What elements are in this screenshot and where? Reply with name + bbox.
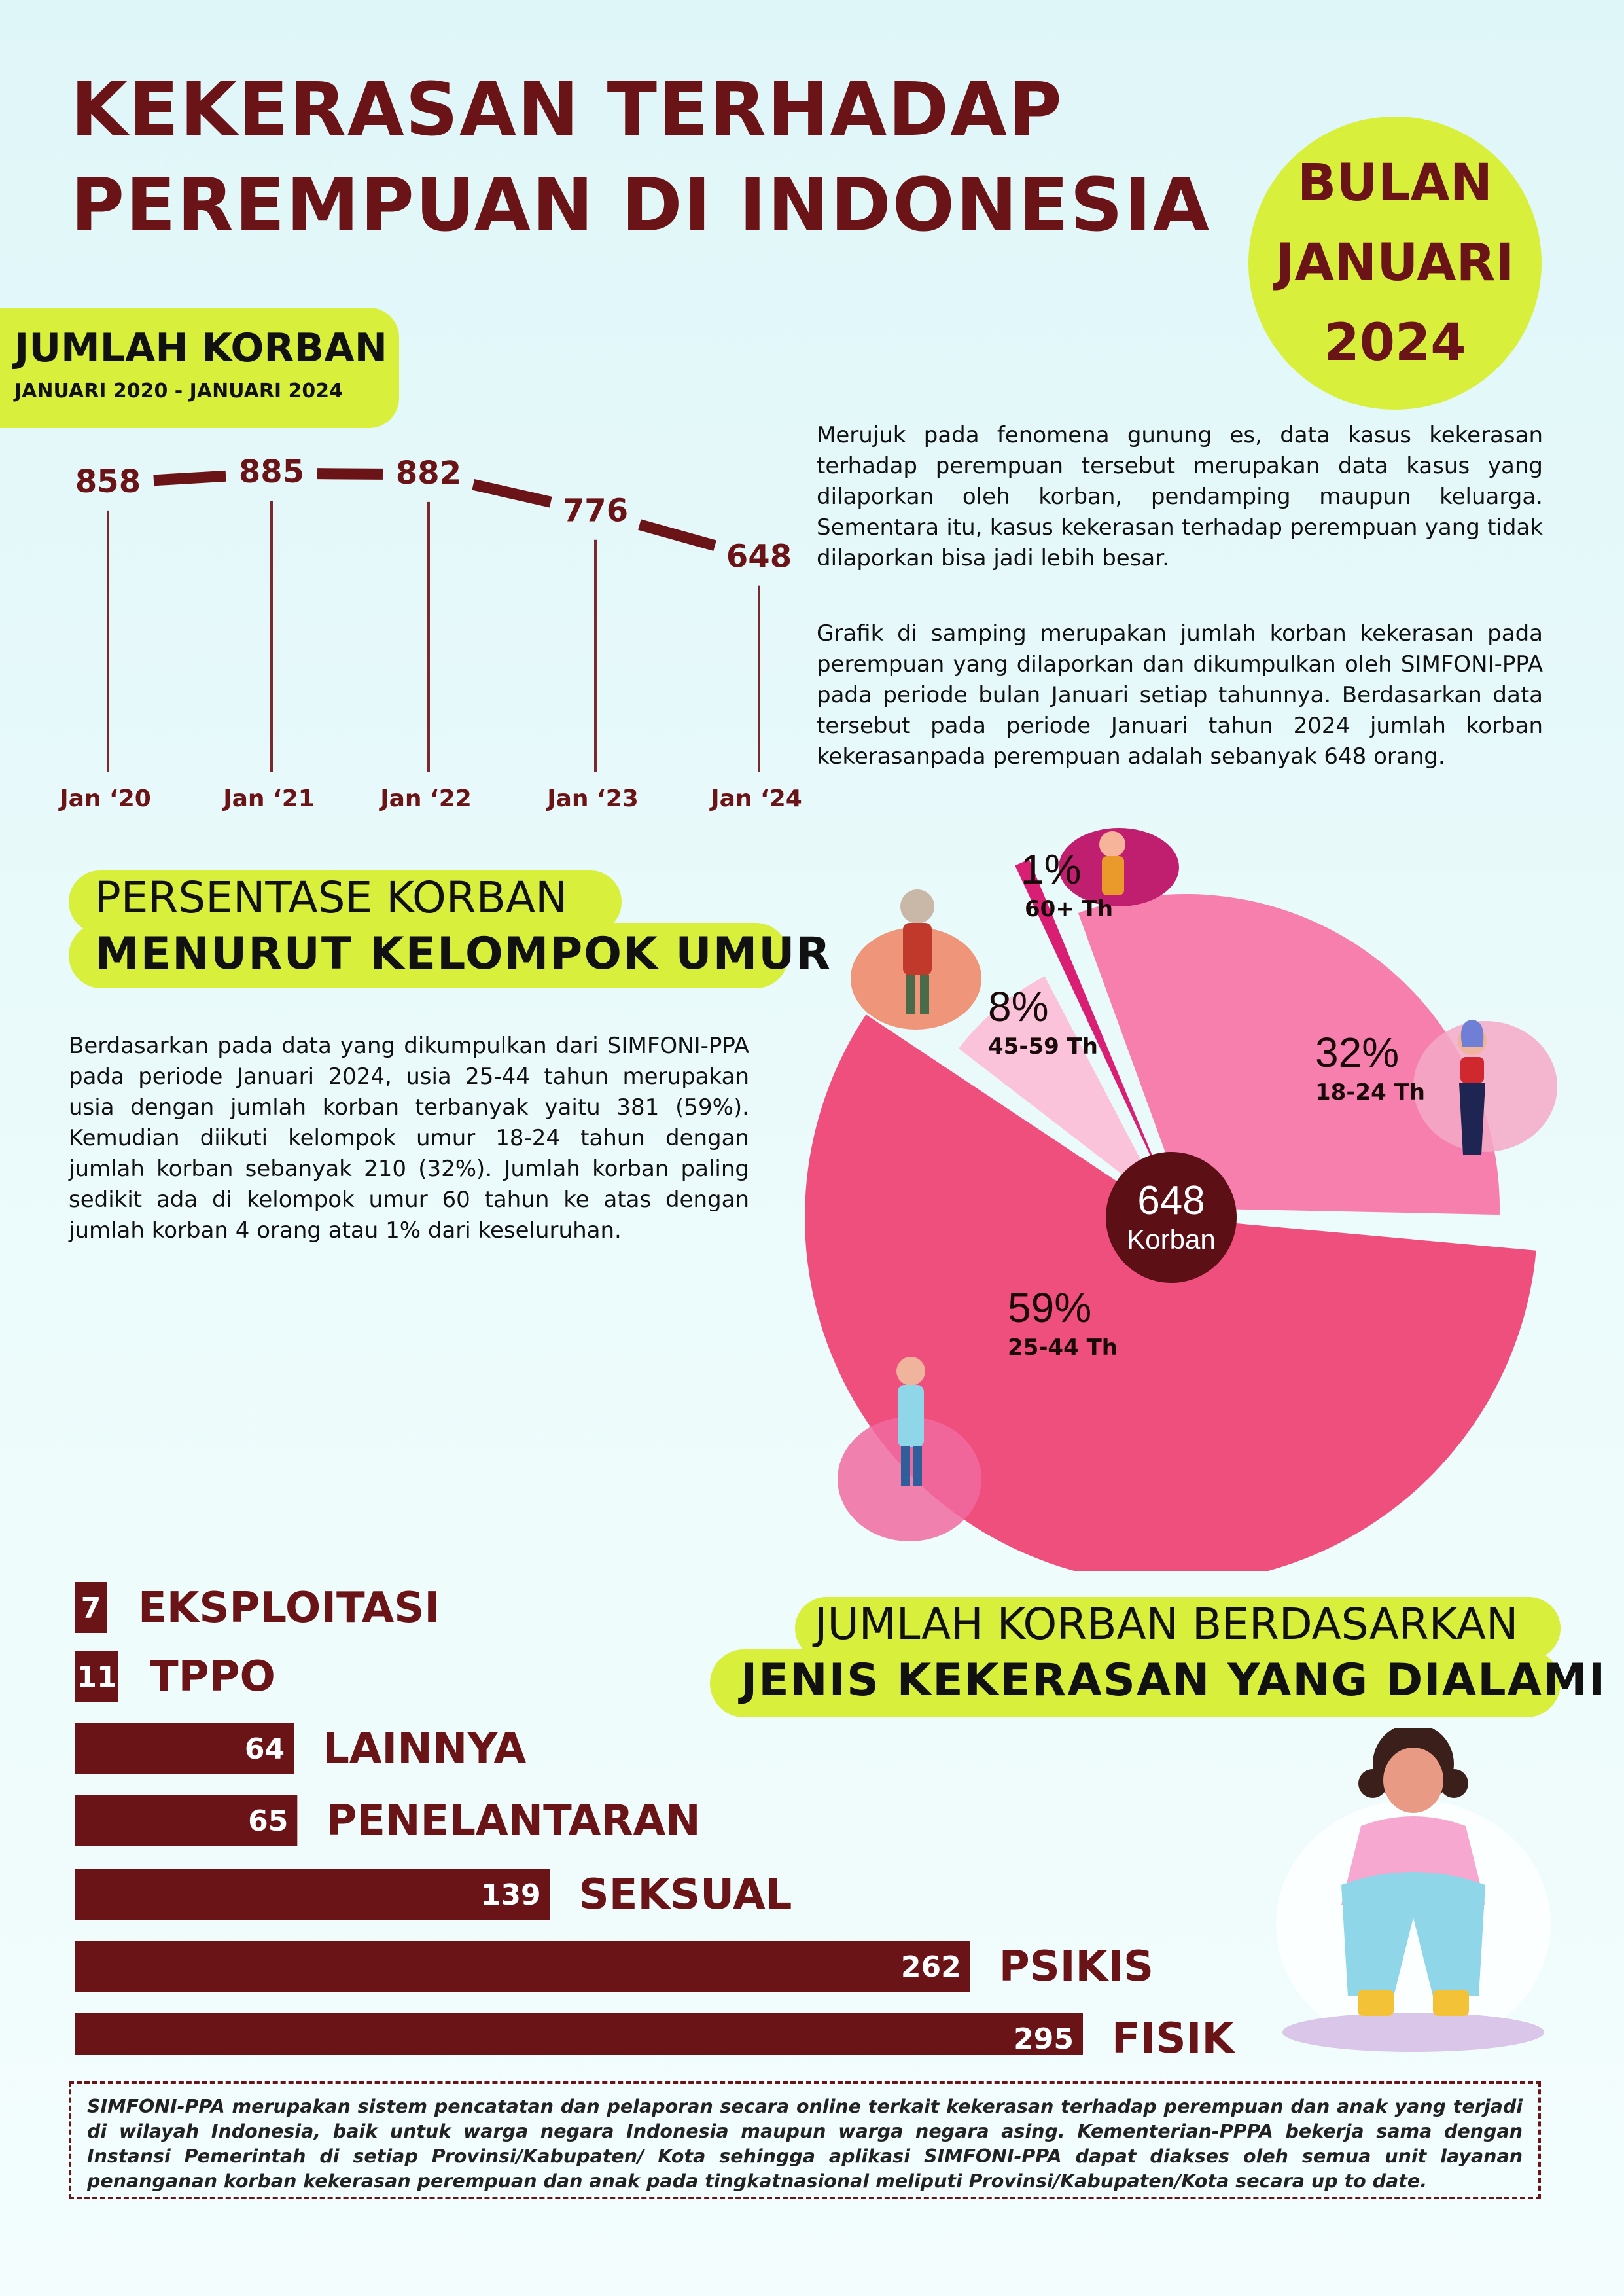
bar-category-label-5: PSIKIS bbox=[998, 1943, 1154, 1991]
trend-value-label-4: 648 bbox=[726, 538, 792, 575]
bar-category-label-6: FISIK bbox=[1112, 2015, 1235, 2055]
trend-value-label-3: 776 bbox=[562, 492, 629, 529]
sad-girl-illustration bbox=[1269, 1728, 1557, 2055]
trend-value-label-2: 882 bbox=[395, 454, 462, 492]
title-line-1: KEKERASAN TERHADAP bbox=[71, 67, 1063, 152]
badge-line-3: 2024 bbox=[1324, 314, 1466, 372]
bar-psikis bbox=[75, 1941, 970, 1992]
trend-line-segment-2 bbox=[473, 484, 550, 502]
grandmother-icon bbox=[1099, 831, 1125, 895]
badge-line-2: JANUARI bbox=[1275, 234, 1515, 293]
type-title-line-1: JUMLAH KORBAN BERDASARKAN bbox=[815, 1599, 1519, 1649]
bar-seksual bbox=[75, 1869, 550, 1920]
bar-value-label-1: 11 bbox=[77, 1660, 117, 1694]
period-badge bbox=[1248, 117, 1542, 410]
age-description: Berdasarkan pada data yang dikumpulkan dari SIMFONI-PPA pada periode Januari 2024, usia 25-44 tahun merupakan usia dengan jumlah korban terbanyak yaitu 381 (59%). Kemudian diikuti kelompok umur 18-24 tahun dengan jumlah korban sebanyak 210 (32%). Jumlah korban paling sedikit ada di kelompok umur 60 tahun ke atas dengan jumlah korban 4 orang atau 1% dari keseluruhan. bbox=[69, 1033, 749, 1244]
young-woman-icon bbox=[1458, 1020, 1487, 1155]
intro-paragraph-1: Merujuk pada fenomena gunung es, data kasus kekerasan terhadap perempuan tersebut merupakan data kasus yang dilaporkan oleh korban, pendamping maupun keluarga. Sementara itu, kasus kekerasan terhadap perempuan yang tidak dilaporkan bisa jadi lebih besar. bbox=[817, 422, 1543, 571]
bar-value-label-4: 139 bbox=[480, 1878, 541, 1912]
pie-group-label-0: 18-24 Th bbox=[1315, 1079, 1425, 1105]
pie-group-label-3: 60+ Th bbox=[1025, 896, 1114, 922]
trend-line-segment-0 bbox=[154, 476, 226, 480]
footer-text: SIMFONI-PPA merupakan sistem pencatatan dan pelaporan secara online terkait kekerasan terhadap perempuan dan anak yang terjadi di wilayah Indonesia, baik untuk warga negara Indonesia maupun warga negara asing. Kementerian-PPPA bekerja sama dengan Instansi Pemerintah di setiap Provinsi/Kabupaten/ Kota sehingga aplikasi SIMFONI-PPA dapat diakses oleh semua unit layanan penanganan korban kekerasan perempuan dan anak pada tingkatnasional meliputi Provinsi/Kabupaten/Kota secara bbox=[87, 2096, 1523, 2192]
pie-percent-label-3: 1% bbox=[1021, 846, 1082, 893]
trend-category-label-3: Jan ‘23 bbox=[547, 785, 639, 812]
pie-group-label-1: 25-44 Th bbox=[1008, 1335, 1118, 1361]
trend-value-label-0: 858 bbox=[75, 463, 141, 500]
type-title-line-2: JENIS KEKERASAN YANG DIALAMI bbox=[741, 1655, 1607, 1706]
badge-line-1: BULAN bbox=[1297, 154, 1493, 213]
trend-line-segment-1 bbox=[317, 474, 383, 475]
age-title-line-2: MENURUT KELOMPOK UMUR bbox=[95, 928, 832, 980]
pie-percent-label-2: 8% bbox=[988, 983, 1049, 1030]
trend-line-chart bbox=[0, 406, 811, 825]
pie-center-label: Korban bbox=[1127, 1224, 1216, 1255]
bar-category-label-0: EKSPLOITASI bbox=[138, 1584, 440, 1632]
bar-value-label-2: 64 bbox=[244, 1732, 285, 1766]
bar-value-label-6: 295 bbox=[1014, 2022, 1074, 2055]
trend-category-label-4: Jan ‘24 bbox=[711, 785, 802, 812]
age-title-line-1: PERSENTASE KORBAN bbox=[95, 872, 568, 923]
bar-category-label-3: PENELANTARAN bbox=[326, 1797, 701, 1845]
page-title bbox=[71, 62, 1248, 253]
trend-category-label-2: Jan ‘22 bbox=[380, 785, 472, 812]
bar-fisik bbox=[75, 2013, 1083, 2055]
trend-line-segment-3 bbox=[639, 525, 715, 546]
bar-category-label-2: LAINNYA bbox=[323, 1725, 527, 1773]
footer-note bbox=[69, 2081, 1541, 2199]
pie-percent-label-0: 32% bbox=[1315, 1029, 1400, 1076]
bar-category-label-1: TPPO bbox=[150, 1653, 275, 1701]
intro-paragraph-2: Grafik di samping merupakan jumlah korban kekerasan pada perempuan yang dilaporkan dan dikumpulkan oleh SIMFONI-PPA pada periode bulan Januari setiap tahunnya. Berdasarkan data tersebut pada periode Januari tahun 2024 jumlah korban kekerasanpada perempuan adalah sebanyak 648 orang. bbox=[817, 620, 1543, 770]
pie-group-label-2: 45-59 Th bbox=[988, 1033, 1098, 1060]
trend-value-label-1: 885 bbox=[238, 454, 305, 491]
trend-category-label-1: Jan ‘21 bbox=[223, 785, 315, 812]
trend-category-label-0: Jan ‘20 bbox=[60, 785, 151, 812]
violence-type-bar-chart bbox=[0, 1545, 1309, 2055]
trend-heading: JUMLAH KORBAN bbox=[14, 325, 387, 371]
pie-percent-label-1: 59% bbox=[1008, 1284, 1092, 1331]
age-pie-chart bbox=[772, 825, 1623, 1571]
bar-category-label-4: SEKSUAL bbox=[578, 1871, 792, 1919]
footer-emphasis: up to date. bbox=[1311, 2170, 1428, 2192]
title-line-2: PEREMPUAN DI INDONESIA bbox=[71, 163, 1211, 248]
bar-value-label-3: 65 bbox=[248, 1804, 289, 1838]
bar-value-label-0: 7 bbox=[80, 1592, 101, 1625]
pie-center-value: 648 bbox=[1137, 1178, 1205, 1223]
bar-value-label-5: 262 bbox=[900, 1950, 961, 1984]
trend-subheading: JANUARI 2020 - JANUARI 2024 bbox=[14, 380, 344, 403]
